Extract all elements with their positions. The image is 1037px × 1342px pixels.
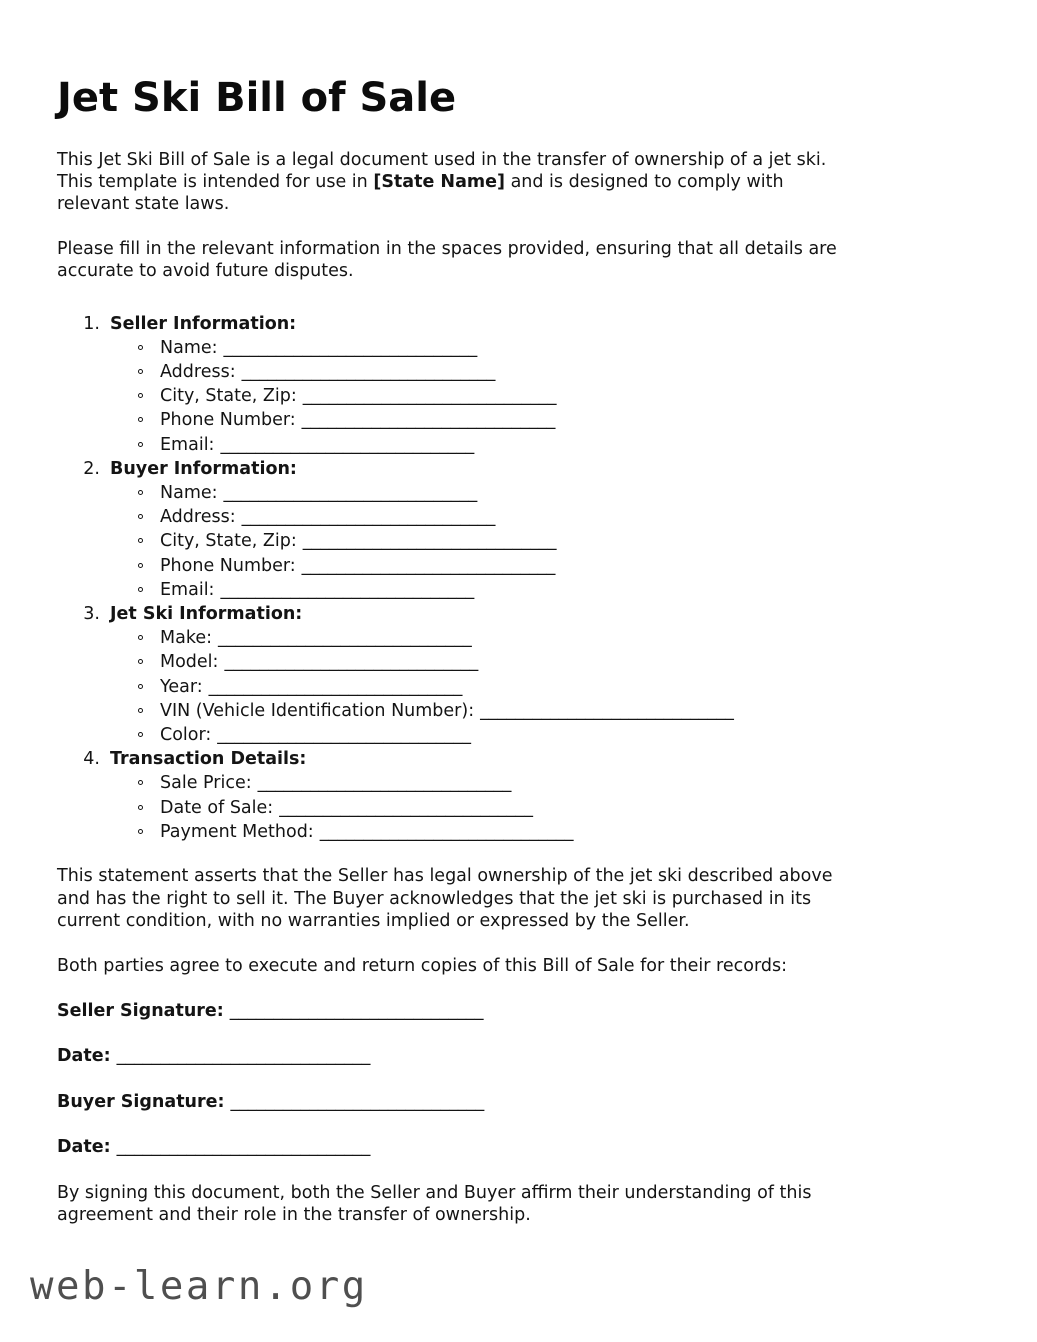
item-label: Email: (160, 434, 215, 455)
circle-bullet-icon (138, 659, 143, 664)
item-blank-line: _____________________________ (218, 628, 472, 649)
signature-label: Date: (57, 1046, 111, 1067)
list-item (57, 482, 952, 504)
circle-bullet-icon (138, 780, 143, 785)
section-heading-buyer (57, 458, 952, 480)
section-number: 2. (83, 458, 100, 479)
item-label: Address: (160, 507, 236, 528)
item-blank-line: _____________________________ (301, 555, 556, 576)
item-label: VIN (Vehicle Identification Number): (160, 700, 475, 721)
section-heading-jetski (57, 603, 952, 625)
buyer-date-row (57, 1136, 952, 1158)
text-line: Please fill in the relevant information in the spaces provided, ensuring that all details are (57, 238, 837, 259)
item-label: City, State, Zip: (160, 531, 297, 552)
signature-label: Seller Signature: (57, 1000, 224, 1021)
list-item (57, 337, 952, 359)
list-item (57, 579, 952, 601)
circle-bullet-icon (138, 442, 143, 447)
circle-bullet-icon (138, 563, 143, 568)
text-run: and is designed to comply with (505, 172, 784, 192)
list-item (57, 361, 952, 383)
text-line: and has the right to sell it. The Buyer acknowledges that the jet ski is purchased in its (57, 888, 812, 909)
text-line: By signing this document, both the Seller and Buyer affirm their understanding of this (57, 1182, 812, 1203)
list-item (57, 651, 952, 673)
item-blank-line: _____________________________ (241, 362, 496, 383)
section-title: Jet Ski Information: (110, 604, 303, 625)
signature-label: Buyer Signature: (57, 1091, 225, 1112)
list-item (57, 530, 952, 552)
list-item (57, 555, 952, 577)
item-label: Phone Number: (160, 555, 296, 576)
section-number: 1. (83, 313, 100, 334)
intro-paragraph (57, 149, 952, 216)
section-title: Buyer Information: (110, 458, 297, 479)
buyer-signature-row (57, 1091, 952, 1113)
item-label: Name: (160, 483, 218, 504)
signature-blank-line: _____________________________ (116, 1046, 371, 1067)
text-line: Both parties agree to execute and return copies of this Bill of Sale for their records: (57, 955, 787, 976)
item-label: Date of Sale: (160, 797, 274, 818)
signature-blank-line: _____________________________ (116, 1137, 371, 1158)
item-blank-line: _____________________________ (241, 507, 496, 528)
signature-blank-line: _____________________________ (229, 1000, 484, 1021)
instructions-paragraph (57, 238, 952, 283)
state-name-placeholder: [State Name] (373, 172, 505, 192)
closing-paragraph (57, 1182, 952, 1227)
text-line: relevant state laws. (57, 194, 230, 215)
text-line: This Jet Ski Bill of Sale is a legal document used in the transfer of ownership of a jet ski. (57, 149, 827, 170)
text-line (57, 171, 952, 193)
item-blank-line: _____________________________ (279, 797, 533, 818)
item-blank-line: _____________________________ (302, 531, 557, 552)
section-number: 3. (83, 604, 100, 625)
list-item (57, 821, 952, 843)
item-blank-line: _____________________________ (301, 410, 556, 431)
section-heading-transaction (57, 748, 952, 770)
list-item (57, 772, 952, 794)
circle-bullet-icon (138, 708, 143, 713)
item-label: Color: (160, 725, 212, 746)
circle-bullet-icon (138, 732, 143, 737)
item-blank-line: _____________________________ (220, 579, 475, 600)
circle-bullet-icon (138, 369, 143, 374)
section-title: Seller Information: (110, 313, 297, 334)
circle-bullet-icon (138, 635, 143, 640)
list-item (57, 409, 952, 431)
circle-bullet-icon (138, 417, 143, 422)
form-sections-list (57, 313, 952, 844)
list-item (57, 506, 952, 528)
list-item (57, 724, 952, 746)
item-label: Model: (160, 652, 219, 673)
circle-bullet-icon (138, 587, 143, 592)
item-label: Email: (160, 579, 215, 600)
list-item (57, 700, 952, 722)
list-item (57, 676, 952, 698)
circle-bullet-icon (138, 393, 143, 398)
circle-bullet-icon (138, 805, 143, 810)
list-item (57, 627, 952, 649)
item-blank-line: _____________________________ (224, 652, 479, 673)
text-line: accurate to avoid future disputes. (57, 261, 354, 282)
item-blank-line: _____________________________ (302, 386, 557, 407)
text-line: This statement asserts that the Seller has legal ownership of the jet ski described above (57, 866, 833, 887)
seller-date-row (57, 1045, 952, 1067)
item-label: Name: (160, 337, 218, 358)
section-number: 4. (83, 749, 100, 770)
circle-bullet-icon (138, 345, 143, 350)
item-blank-line: _____________________________ (223, 337, 478, 358)
text-run: This template is intended for use in (57, 172, 374, 192)
text-line: agreement and their role in the transfer of ownership. (57, 1204, 531, 1225)
list-item (57, 797, 952, 819)
circle-bullet-icon (138, 490, 143, 495)
item-label: City, State, Zip: (160, 386, 297, 407)
page-title: Jet Ski Bill of Sale (57, 75, 457, 121)
list-item (57, 434, 952, 456)
item-label: Payment Method: (160, 821, 314, 842)
item-blank-line: _____________________________ (480, 700, 734, 721)
circle-bullet-icon (138, 684, 143, 689)
item-label: Phone Number: (160, 410, 296, 431)
item-label: Sale Price: (160, 773, 252, 794)
section-title: Transaction Details: (110, 749, 307, 770)
signature-blank-line: _____________________________ (230, 1091, 485, 1112)
seller-signature-row (57, 1000, 952, 1022)
signature-label: Date: (57, 1137, 111, 1158)
item-label: Address: (160, 362, 236, 383)
item-blank-line: _____________________________ (223, 483, 478, 504)
list-item (57, 385, 952, 407)
watermark: web-learn.org (30, 1264, 368, 1309)
item-blank-line: _____________________________ (217, 725, 472, 746)
item-blank-line: _____________________________ (257, 773, 512, 794)
circle-bullet-icon (138, 538, 143, 543)
item-blank-line: _____________________________ (319, 821, 574, 842)
section-heading-seller (57, 313, 952, 335)
item-blank-line: _____________________________ (208, 676, 463, 697)
circle-bullet-icon (138, 829, 143, 834)
text-line: current condition, with no warranties implied or expressed by the Seller. (57, 911, 690, 932)
ownership-statement-paragraph (57, 865, 952, 932)
item-label: Make: (160, 628, 212, 649)
circle-bullet-icon (138, 514, 143, 519)
agreement-paragraph (57, 955, 952, 977)
item-label: Year: (160, 676, 203, 697)
item-blank-line: _____________________________ (220, 434, 475, 455)
